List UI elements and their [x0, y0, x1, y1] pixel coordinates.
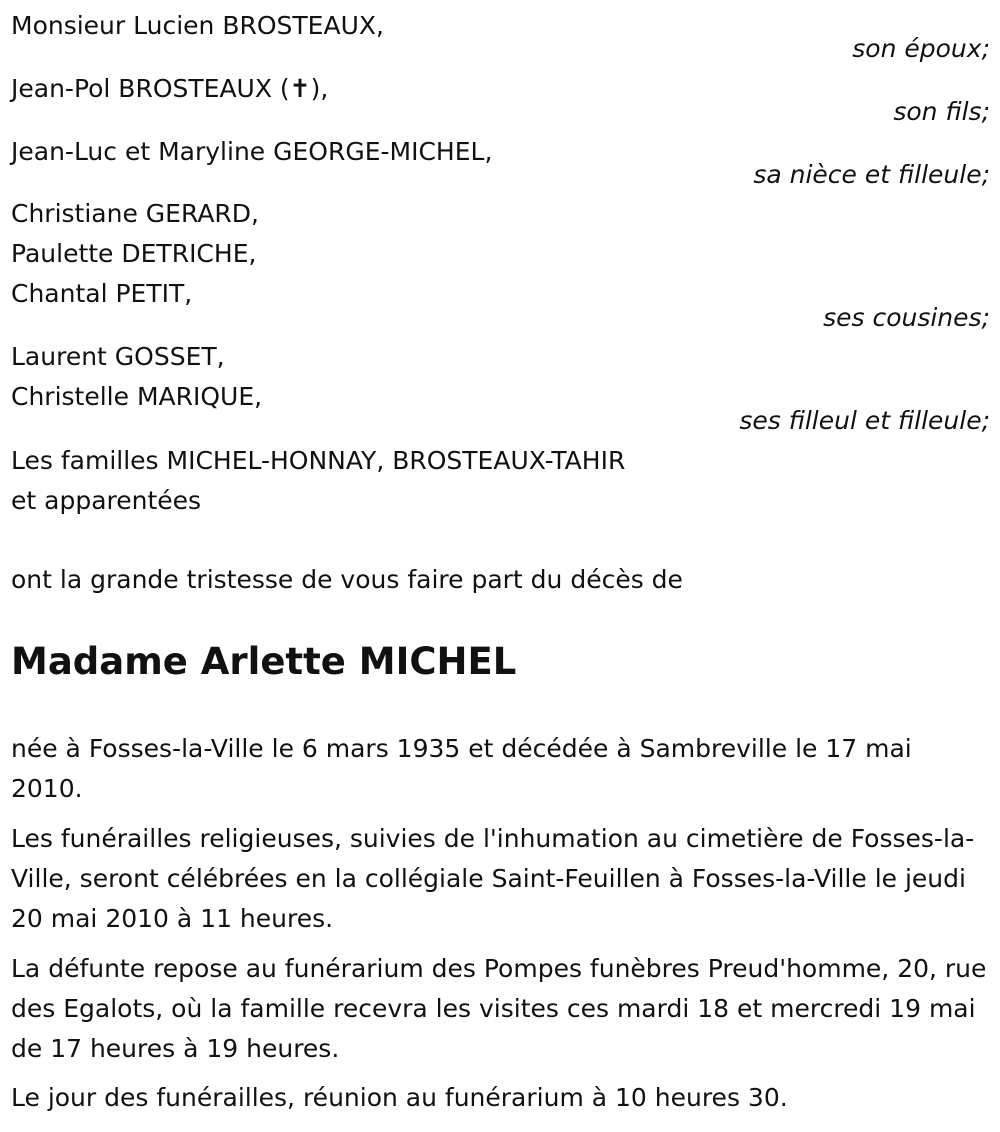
family-role: sa nièce et filleule;	[753, 160, 990, 189]
family-name-line: Jean-Luc et Maryline GEORGE-MICHEL,	[11, 137, 493, 166]
meeting-paragraph: Le jour des funérailles, réunion au funérarium à 10 heures 30.	[11, 1083, 788, 1112]
family-name-line: Christiane GERARD,	[11, 199, 259, 228]
birth-death-paragraph: née à Fosses-la-Ville le 6 mars 1935 et décédée à Sambreville le 17 mai 2010.	[11, 734, 912, 803]
family-name-line: Jean-Pol BROSTEAUX (✝),	[11, 74, 329, 103]
family-name-line: et apparentées	[11, 486, 202, 515]
family-name-line: Paulette DETRICHE,	[11, 239, 257, 268]
family-name-line: Christelle MARIQUE,	[11, 382, 263, 411]
family-role: ses cousines;	[823, 303, 990, 332]
family-name-line: Les familles MICHEL-HONNAY, BROSTEAUX-TAHIR	[11, 446, 626, 475]
family-name-line: Chantal PETIT,	[11, 279, 193, 308]
deceased-name: Madame Arlette MICHEL	[11, 640, 517, 683]
family-name-line: Monsieur Lucien BROSTEAUX,	[11, 11, 384, 40]
family-role: son époux;	[852, 34, 990, 63]
visitation-paragraph: La défunte repose au funérarium des Pompes funèbres Preud'homme, 20, rue des Egalots, où la famille recevra les visites ces mardi 18 et mercredi 19 mai de 17 heures à 19 heures.	[11, 954, 987, 1063]
funeral-paragraph: Les funérailles religieuses, suivies de l'inhumation au cimetière de Fosses-la-Ville, seront célébrées en la collégiale Saint-Feuillen à Fosses-la-Ville le jeudi 20 mai 2010 à 11 heures.	[11, 824, 975, 933]
announcement-text: ont la grande tristesse de vous faire part du décès de	[11, 565, 683, 594]
family-role: ses filleul et filleule;	[739, 406, 990, 435]
family-role: son fils;	[893, 97, 990, 126]
family-name-line: Laurent GOSSET,	[11, 342, 225, 371]
